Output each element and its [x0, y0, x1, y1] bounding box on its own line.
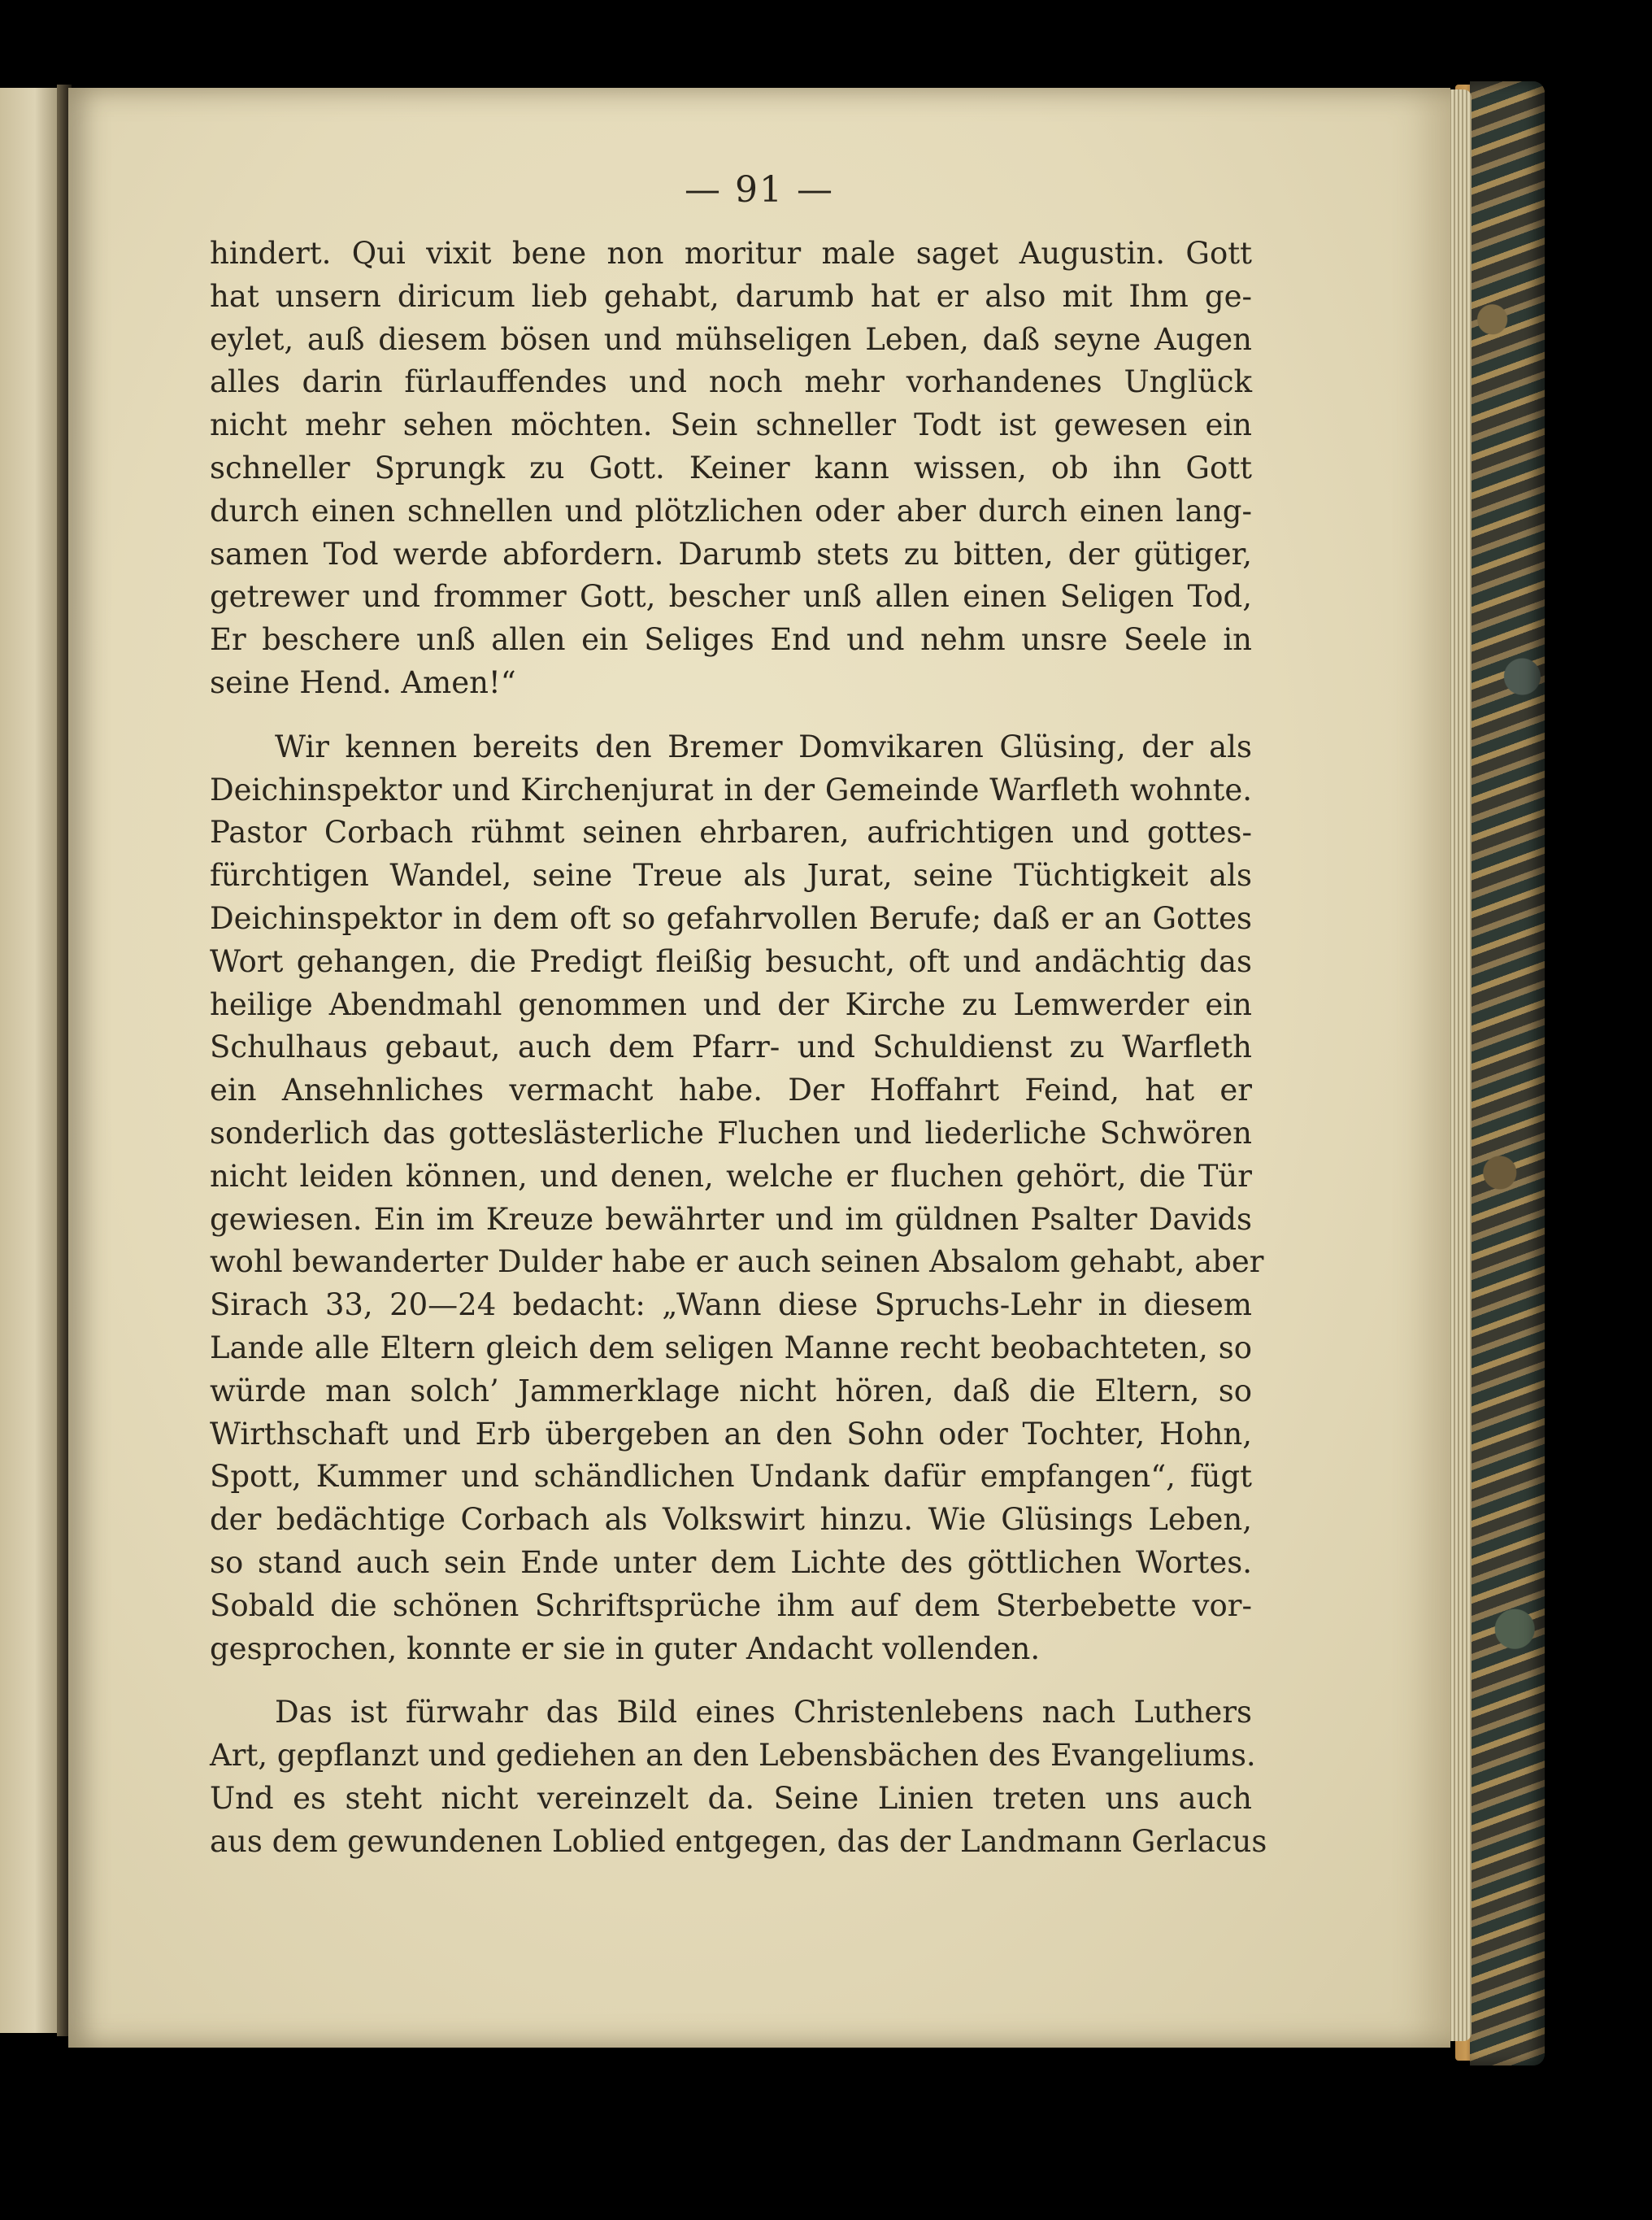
text-line: eylet, auß diesem bösen und mühseligen Leben, daß seyne Augen [210, 321, 1252, 357]
text-line: Wirthschaft und Erb übergeben an den Sohn oder Tochter, Hohn, [210, 1416, 1252, 1452]
page-number: — 91 — [685, 169, 834, 211]
text-line: getrewer und frommer Gott, bescher unß allen einen Seligen Tod, [210, 579, 1252, 615]
text-line: Schulhaus gebaut, auch dem Pfarr- und Schuldienst zu Warfleth [210, 1029, 1252, 1065]
marbled-cover [1470, 81, 1545, 2065]
text-line: Deichinspektor und Kirchenjurat in der Gemeinde Warfleth wohnte. [210, 772, 1252, 807]
text-line: Art, gepflanzt und gediehen an den Lebensbächen des Evangeliums. [210, 1738, 1256, 1774]
text-line: aus dem gewundenen Loblied entgegen, das der Landmann Gerlacus [210, 1823, 1267, 1859]
text-line: der bedächtige Corbach als Volkswirt hinzu. Wie Glüsings Leben, [210, 1502, 1252, 1538]
text-line: Das ist fürwahr das Bild eines Christenlebens nach Luthers [275, 1695, 1252, 1730]
text-line: nicht leiden können, und denen, welche er fluchen gehört, die Tür [210, 1158, 1252, 1194]
text-line: fürchtigen Wandel, seine Treue als Jurat, seine Tüchtigkeit als [210, 858, 1252, 894]
text-line: ein Ansehnliches vermacht habe. Der Hoffahrt Feind, hat er [210, 1073, 1252, 1108]
text-line: gesprochen, konnte er sie in guter Andacht vollenden. [210, 1630, 1041, 1666]
text-line: Sirach 33, 20—24 bedacht: „Wann diese Spruchs-Lehr in diesem [210, 1287, 1252, 1323]
text-line: so stand auch sein Ende unter dem Lichte des göttlichen Wortes. [210, 1544, 1252, 1580]
paragraph [210, 726, 1264, 1671]
text-line: wohl bewanderter Dulder habe er auch seinen Absalom gehabt, aber [210, 1244, 1264, 1280]
text-line: alles darin fürlauffendes und noch mehr vorhandenes Unglück [210, 364, 1252, 400]
text-line: Er beschere unß allen ein Seliges End und nehm unsre Seele in [210, 622, 1252, 658]
text-line: hat unsern diricum lieb gehabt, darumb hat er also mit Ihm ge- [210, 278, 1252, 314]
paragraph [210, 1691, 1267, 1863]
text-line: samen Tod werde abfordern. Darumb stets zu bitten, der gütiger, [210, 536, 1252, 572]
facing-page-edge [0, 88, 63, 2033]
body-text [210, 233, 1267, 1863]
text-line: heilige Abendmahl genommen und der Kirche zu Lemwerder ein [210, 986, 1252, 1022]
text-line: Lande alle Eltern gleich dem seligen Manne recht beobachteten, so [210, 1330, 1252, 1365]
text-line: nicht mehr sehen möchten. Sein schneller Todt ist gewesen ein [210, 407, 1252, 443]
text-line: Wort gehangen, die Predigt fleißig besucht, oft und andächtig das [210, 943, 1252, 979]
text-line: schneller Sprungk zu Gott. Keiner kann wissen, ob ihn Gott [210, 450, 1252, 485]
text-line: würde man solch’ Jammerklage nicht hören, daß die Eltern, so [210, 1373, 1252, 1408]
text-line: Und es steht nicht vereinzelt da. Seine Linien treten uns auch [210, 1780, 1252, 1816]
text-line: Spott, Kummer und schändlichen Undank dafür empfangen“, fügt [210, 1459, 1252, 1495]
text-line: Deichinspektor in dem oft so gefahrvollen Berufe; daß er an Gottes [210, 900, 1252, 936]
text-line: Sobald die schönen Schriftsprüche ihm auf dem Sterbebette vor- [210, 1587, 1252, 1623]
text-line: seine Hend. Amen!“ [210, 664, 516, 700]
text-line: sonderlich das gotteslästerliche Fluchen und liederliche Schwören [210, 1115, 1252, 1151]
text-line: Pastor Corbach rühmt seinen ehrbaren, aufrichtigen und gottes- [210, 815, 1252, 851]
paragraph [210, 233, 1252, 705]
text-line: Wir kennen bereits den Bremer Domvikaren Glüsing, der als [275, 729, 1252, 764]
book-page [68, 88, 1450, 2048]
text-line: hindert. Qui vixit bene non moritur male saget Augustin. Gott [210, 236, 1252, 271]
text-line: gewiesen. Ein im Kreuze bewährter und im güldnen Psalter Davids [210, 1201, 1252, 1237]
text-line: durch einen schnellen und plötzlichen oder aber durch einen lang- [210, 493, 1252, 529]
